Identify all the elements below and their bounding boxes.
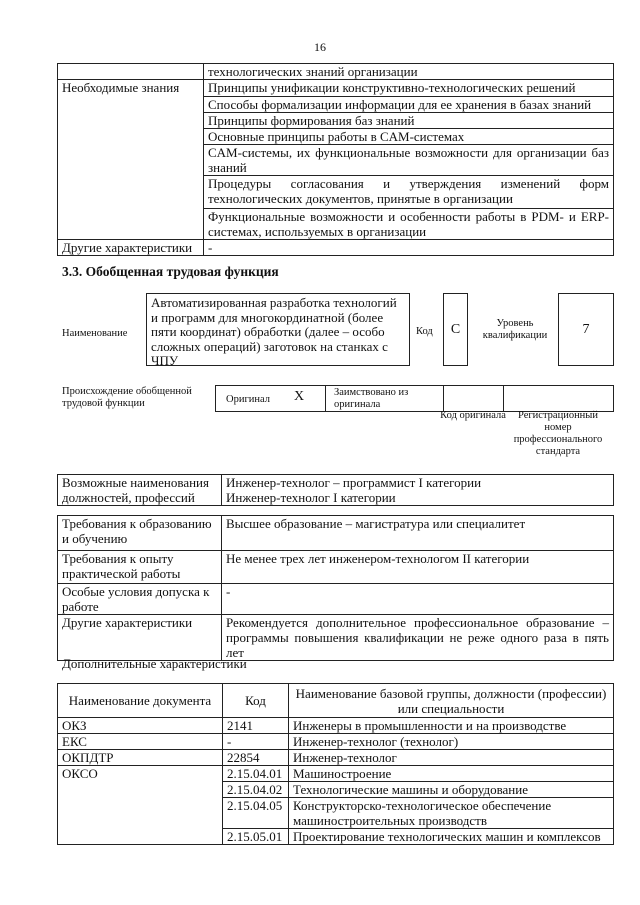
row-value: Принципы формирования баз знаний [204,113,614,129]
position-item: Инженер-технолог I категории [226,490,396,505]
requirements-table [57,515,614,661]
reg-number-field [503,385,614,412]
header-name: Наименование базовой группы, должности (профессии) или специальности [289,684,614,718]
name-cell: Технологические машины и оборудование [289,782,614,798]
row-value: Процедуры согласования и утверждения изменений форм технологических документов, принятые в организации [204,176,614,209]
code-cell: 2141 [223,718,289,734]
doc-cell: ОКЗ [58,718,223,734]
original-cell [215,385,326,412]
req-value: Высшее образование – магистратура или специалитет [222,516,614,551]
code-cell: 2.15.04.05 [223,798,289,829]
row-value: Основные принципы работы в CAM-системах [204,129,614,145]
original-code-field [443,385,504,412]
req-value: - [222,584,614,615]
row-label: Необходимые знания [58,80,204,240]
positions-table [57,474,614,506]
header-doc: Наименование документа [58,684,223,718]
additional-heading: Дополнительные характеристики [62,656,247,671]
doc-cell: ОКПДТР [58,750,223,766]
row-label [58,64,204,80]
original-mark: X [294,389,305,404]
row-value: Способы формализации информации для ее хранения в базах знаний [204,97,614,113]
name-cell: Машиностроение [289,766,614,782]
name-cell: Инженеры в промышленности и на производстве [289,718,614,734]
positions-values [222,475,614,506]
req-value: Рекомендуется дополнительное профессиональное образование – программы повышения квалификации не реже одного раза в пять лет [222,615,614,661]
name-label: Наименование [62,328,128,339]
positions-label: Возможные наименования должностей, профессий [58,475,222,506]
row-value: технологических знаний организации [204,64,614,80]
original-label: Оригинал [226,394,270,405]
code-cell: 22854 [223,750,289,766]
name-cell: Инженер-технолог (технолог) [289,734,614,750]
code-original-caption: Код оригинала [440,410,506,421]
row-value: - [204,240,614,256]
req-value: Не менее трех лет инженером-технологом II категории [222,551,614,584]
reg-number-caption: Регистрационный номер профессионального стандарта [513,410,603,457]
level-label: Уровень квалификации [482,318,548,341]
qualification-level: 7 [558,293,614,366]
code-cell: 2.15.04.02 [223,782,289,798]
origin-label: Происхождение обобщенной трудовой функции [62,386,192,409]
code-cell: 2.15.04.01 [223,766,289,782]
section-heading: 3.3. Обобщенная трудовая функция [62,264,279,279]
req-label: Требования к образованию и обучению [58,516,222,551]
code-cell: 2.15.05.01 [223,829,289,845]
function-code: C [443,293,468,366]
row-value: CAM-системы, их функциональные возможности для организации баз знаний [204,145,614,176]
doc-cell: ОКСО [58,766,223,845]
req-label: Требования к опыту практической работы [58,551,222,584]
borrowed-label: Заимствовано из оригинала [325,385,444,412]
row-value: Функциональные возможности и особенности работы в PDM- и ERP-системах, используемых в организации [204,209,614,240]
doc-cell: ЕКС [58,734,223,750]
header-code: Код [223,684,289,718]
code-cell: - [223,734,289,750]
req-label: Другие характеристики [58,615,222,661]
name-cell: Конструкторско-технологическое обеспечение машиностроительных производств [289,798,614,829]
knowledge-table [57,63,614,256]
function-name: Автоматизированная разработка технологий и программ для многокординатной (более пяти координат) обработки (далее – особо сложных операций) заготовок на станках с ЧПУ [146,293,410,366]
page-number: 16 [314,40,326,54]
row-label: Другие характеристики [58,240,204,256]
name-cell: Инженер-технолог [289,750,614,766]
position-item: Инженер-технолог – программист I категории [226,475,482,490]
code-label: Код [416,326,433,337]
name-cell: Проектирование технологических машин и комплексов [289,829,614,845]
row-value: Принципы унификации конструктивно-технологических решений [204,80,614,97]
req-label: Особые условия допуска к работе [58,584,222,615]
additional-table [57,683,614,845]
